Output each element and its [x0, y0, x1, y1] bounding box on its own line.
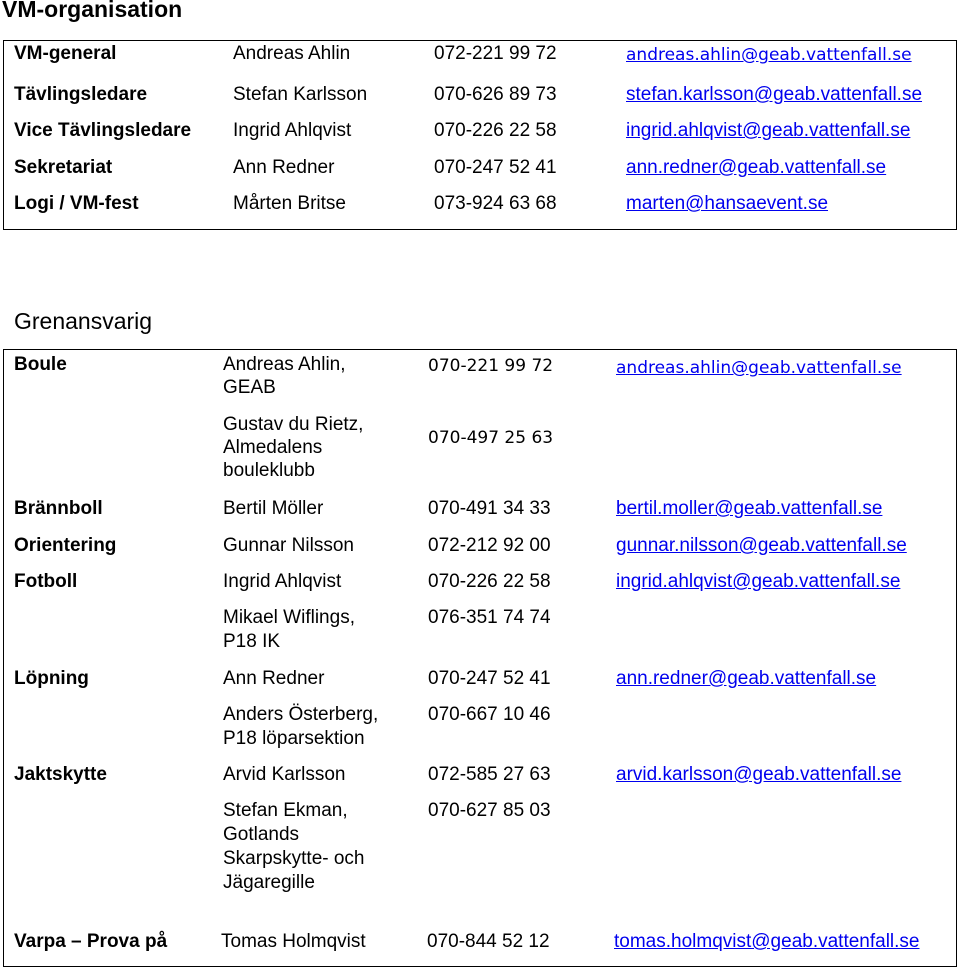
phone-number: 070-627 85 03 — [428, 800, 551, 821]
phone-number: 070-226 22 58 — [428, 571, 551, 592]
email-link[interactable]: stefan.karlsson@geab.vattenfall.se — [626, 84, 923, 105]
email-link[interactable]: marten@hansaevent.se — [626, 193, 829, 214]
phone-number: 070-497 25 63 — [428, 428, 554, 448]
person-name: Andreas Ahlin, GEAB — [223, 354, 346, 398]
sport-label: Varpa – Prova på — [14, 931, 168, 952]
person-name: Ann Redner — [223, 668, 325, 689]
sport-label: Fotboll — [14, 571, 78, 592]
person-name: Tomas Holmqvist — [221, 931, 366, 952]
sport-label: Boule — [14, 354, 67, 375]
phone-number: 072-212 92 00 — [428, 535, 551, 556]
person-name: Gustav du Rietz, Almedalens bouleklubb — [223, 414, 364, 481]
person-name: Mårten Britse — [233, 193, 346, 214]
phone-number: 070-247 52 41 — [428, 668, 551, 689]
person-name: Stefan Karlsson — [233, 84, 368, 105]
person-name: Gunnar Nilsson — [223, 535, 354, 556]
person-name: Ann Redner — [233, 157, 335, 178]
person-name: Mikael Wiflings, P18 IK — [223, 607, 355, 652]
role-label: VM-general — [14, 43, 117, 64]
email-link[interactable]: ann.redner@geab.vattenfall.se — [626, 157, 887, 178]
sport-label: Brännboll — [14, 498, 103, 519]
phone-number: 070-226 22 58 — [434, 120, 557, 141]
phone-number: 070-221 99 72 — [428, 356, 554, 376]
person-name: Ingrid Ahlqvist — [233, 120, 352, 141]
phone-number: 070-491 34 33 — [428, 498, 551, 519]
person-name: Ingrid Ahlqvist — [223, 571, 342, 592]
phone-number: 070-667 10 46 — [428, 704, 551, 725]
email-link[interactable]: tomas.holmqvist@geab.vattenfall.se — [614, 931, 920, 952]
person-name: Anders Österberg, P18 löparsektion — [223, 704, 379, 749]
email-link[interactable]: arvid.karlsson@geab.vattenfall.se — [616, 764, 902, 785]
phone-number: 070-626 89 73 — [434, 84, 557, 105]
person-name: Stefan Ekman, Gotlands Skarpskytte- och Jägaregille — [223, 800, 365, 893]
email-link[interactable]: bertil.moller@geab.vattenfall.se — [616, 498, 883, 519]
email-link[interactable]: ann.redner@geab.vattenfall.se — [616, 668, 877, 689]
sport-label: Orientering — [14, 535, 117, 556]
email-link[interactable]: ingrid.ahlqvist@geab.vattenfall.se — [616, 571, 901, 592]
phone-number: 072-585 27 63 — [428, 764, 551, 785]
email-link[interactable]: ingrid.ahlqvist@geab.vattenfall.se — [626, 120, 911, 141]
email-link[interactable]: andreas.ahlin@geab.vattenfall.se — [616, 358, 902, 378]
person-name: Andreas Ahlin — [233, 43, 351, 64]
sport-label: Löpning — [14, 668, 89, 689]
section-heading: Grenansvarig — [14, 308, 153, 334]
role-label: Logi / VM-fest — [14, 193, 139, 214]
phone-number: 070-247 52 41 — [434, 157, 557, 178]
email-link[interactable]: andreas.ahlin@geab.vattenfall.se — [626, 45, 912, 65]
sport-label: Jaktskytte — [14, 764, 107, 785]
phone-number: 076-351 74 74 — [428, 607, 551, 628]
role-label: Sekretariat — [14, 157, 113, 178]
person-name: Bertil Möller — [223, 498, 324, 519]
person-name: Arvid Karlsson — [223, 764, 346, 785]
email-link[interactable]: gunnar.nilsson@geab.vattenfall.se — [616, 535, 907, 556]
page-title: VM-organisation — [2, 0, 183, 22]
role-label: Vice Tävlingsledare — [14, 120, 192, 141]
phone-number: 072-221 99 72 — [434, 43, 557, 64]
phone-number: 073-924 63 68 — [434, 193, 557, 214]
role-label: Tävlingsledare — [14, 84, 148, 105]
phone-number: 070-844 52 12 — [427, 931, 550, 952]
